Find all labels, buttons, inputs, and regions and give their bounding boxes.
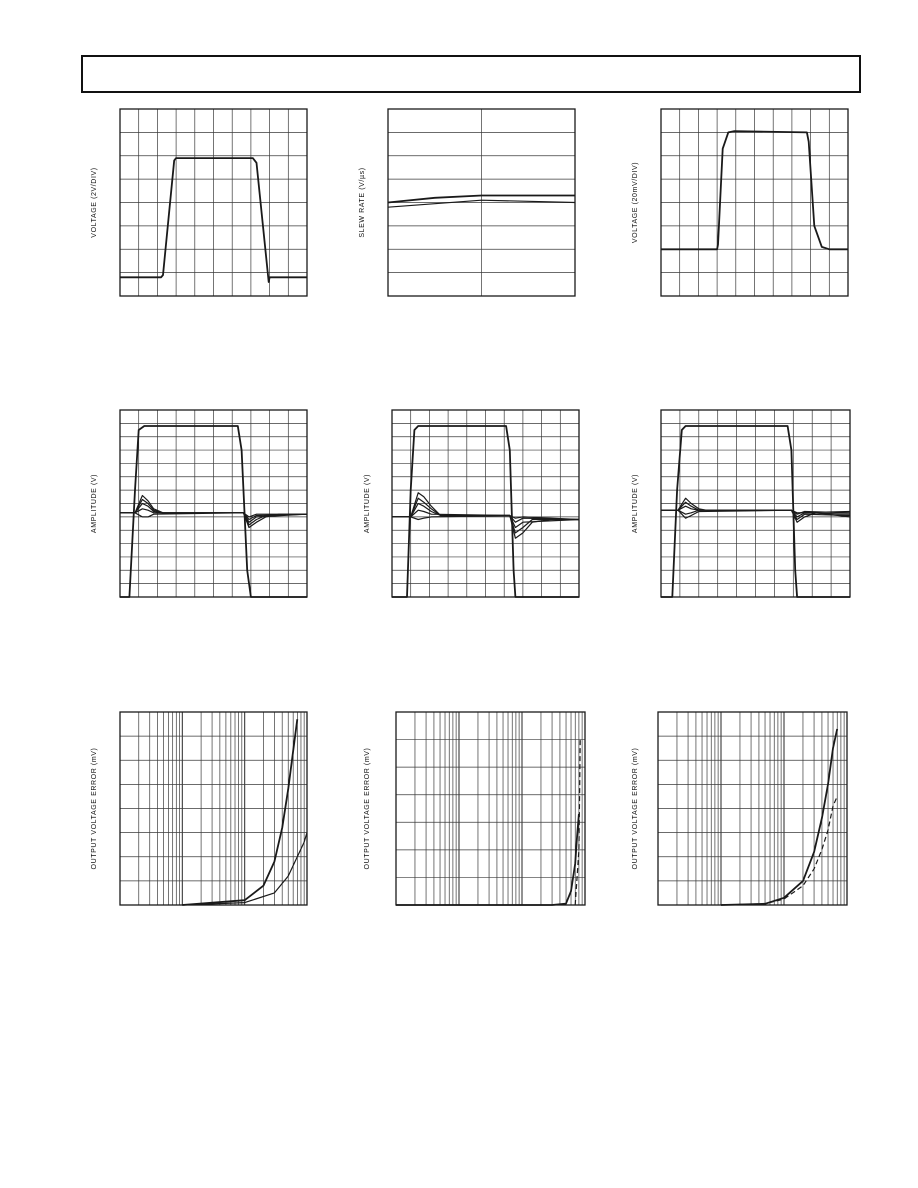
chart-voltage-2v-div xyxy=(84,100,314,300)
chart-amplitude-1 xyxy=(84,404,314,604)
y-axis-label: OUTPUT VOLTAGE ERROR (mV) xyxy=(91,747,98,870)
y-axis-label: OUTPUT VOLTAGE ERROR (mV) xyxy=(632,747,639,870)
chart-svg xyxy=(357,706,587,906)
y-axis-label: VOLTAGE (20mV/DIV) xyxy=(632,161,639,244)
y-axis-label: VOLTAGE (2V/DIV) xyxy=(91,167,98,238)
chart-svg xyxy=(625,100,855,300)
chart-svg xyxy=(84,706,314,906)
chart-voltage-20mv-div xyxy=(625,100,855,300)
chart-svg xyxy=(357,404,587,604)
series-line xyxy=(182,719,297,905)
series-line xyxy=(396,814,579,905)
y-axis-label: AMPLITUDE (V) xyxy=(364,473,371,534)
plot-frame xyxy=(396,712,585,905)
y-axis-label: AMPLITUDE (V) xyxy=(91,473,98,534)
chart-amplitude-2 xyxy=(357,404,587,604)
chart-svg xyxy=(352,100,582,300)
chart-svg xyxy=(84,404,314,604)
series-line xyxy=(721,796,837,905)
chart-svg xyxy=(625,706,855,906)
chart-slew-rate xyxy=(352,100,582,300)
page-header-box xyxy=(81,55,861,93)
chart-amplitude-3 xyxy=(625,404,855,604)
y-axis-label: OUTPUT VOLTAGE ERROR (mV) xyxy=(364,747,371,870)
series-line xyxy=(721,729,837,905)
chart-svg xyxy=(625,404,855,604)
chart-output-voltage-error-2 xyxy=(357,706,587,906)
chart-output-voltage-error-1 xyxy=(84,706,314,906)
y-axis-label: SLEW RATE (V/µs) xyxy=(359,167,366,238)
y-axis-label: AMPLITUDE (V) xyxy=(632,473,639,534)
chart-output-voltage-error-3 xyxy=(625,706,855,906)
chart-svg xyxy=(84,100,314,300)
